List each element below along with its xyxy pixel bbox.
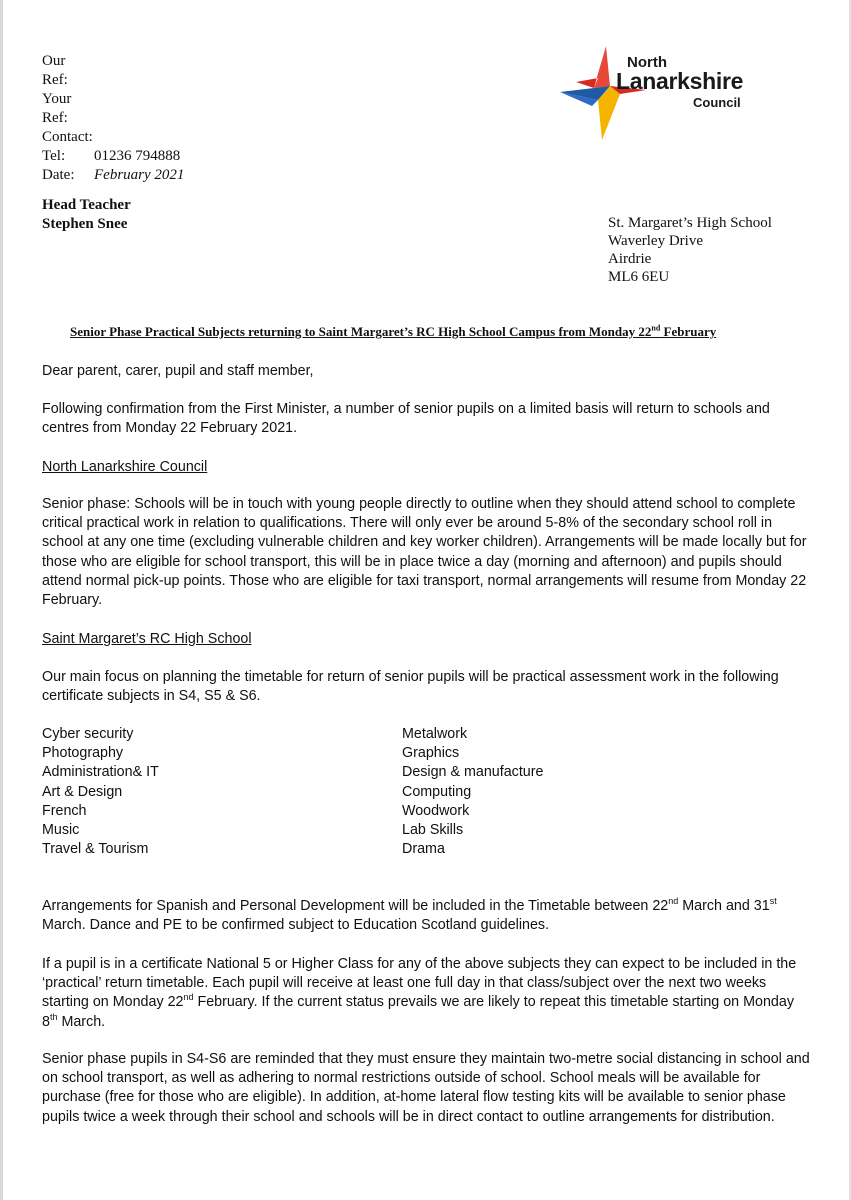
heading-school bbox=[42, 630, 812, 649]
address-line: Waverley Drive bbox=[608, 233, 703, 249]
letter-title-main: Senior Phase Practical Subjects returning to Saint Margaret’s RC High School Campus from Monday 22 bbox=[70, 324, 652, 339]
intro-paragraph: Following confirmation from the First Minister, a number of senior pupils on a limited basis will return to schools and centres from Monday 22 February 2021. bbox=[42, 401, 770, 437]
pupil-text-c: March. bbox=[57, 1013, 106, 1030]
heading-council-text: North Lanarkshire Council bbox=[42, 459, 208, 475]
logo-line-lanarkshire: Lanarkshire bbox=[616, 68, 744, 94]
focus-paragraph: Our main focus on planning the timetable for return of senior pupils will be practical assessment work in the following certificate subjects in S4, S5 & S6. bbox=[42, 669, 779, 705]
tel-row bbox=[42, 147, 184, 166]
pupil-text-a: If a pupil is in a certificate National 5 or Higher Class for any of the above subjects they can expect to be included in the ‘practical’ return timetable. Each pupil will receive at least one full day in that class/subject over the next two weeks starting on Monday 22 bbox=[42, 956, 797, 1011]
council-paragraph: Senior phase: Schools will be in touch with young people directly to outline when they should attend school to complete critical practical work in relation to qualifications. There will only ever be around 5-8% of the secondary school roll in school at any one time (excluding vulnerable children and key worker children). Arrangements will be made locally but for those who are eligible for school transport, this will be in place twice a day (morning and afternoon) and pupils should attend normal pick-up points. Those who are eligible for taxi transport, normal arrangements will resume from Monday 22 February. bbox=[42, 496, 807, 609]
subject-item: Metalwork bbox=[402, 726, 468, 742]
subject-item: Drama bbox=[402, 841, 445, 858]
subject-item: Computing bbox=[402, 783, 472, 800]
arr-text-b: March and 31 bbox=[678, 898, 770, 914]
subject-item: Travel & Tourism bbox=[42, 841, 149, 858]
tel-label: Tel: bbox=[42, 148, 66, 164]
subject-item: Art & Design bbox=[42, 783, 123, 800]
sender-name: Stephen Snee bbox=[42, 216, 128, 232]
sender-block bbox=[42, 196, 131, 234]
arr-sup-a: nd bbox=[668, 896, 679, 907]
subject-item: Woodwork bbox=[402, 802, 470, 819]
address-line: ML6 6EU bbox=[608, 269, 670, 285]
our-ref-label: Our Ref: bbox=[42, 53, 68, 88]
address-line: St. Margaret’s High School bbox=[608, 215, 772, 231]
date-value: February 2021 bbox=[94, 167, 185, 183]
subjects-list-left bbox=[42, 725, 159, 859]
subject-item: Graphics bbox=[402, 745, 460, 762]
tel-value: 01236 794888 bbox=[94, 148, 181, 164]
date-label: Date: bbox=[42, 167, 75, 183]
date-row bbox=[42, 166, 184, 185]
heading-school-text: Saint Margaret’s RC High School bbox=[42, 631, 252, 647]
our-ref-row bbox=[42, 52, 184, 90]
letter-title-end: February bbox=[660, 324, 717, 339]
subjects-list-right bbox=[402, 725, 543, 859]
letter-title bbox=[70, 324, 716, 340]
council-logo bbox=[558, 44, 758, 144]
arrangements-paragraph bbox=[42, 897, 812, 935]
your-ref-row bbox=[42, 90, 184, 128]
subject-item: Administration& IT bbox=[42, 764, 159, 781]
pupil-sup-b: th bbox=[49, 1011, 58, 1022]
arr-sup-b: st bbox=[769, 896, 777, 907]
school-address bbox=[608, 214, 772, 286]
subject-item: Lab Skills bbox=[402, 822, 464, 839]
pupil-text-b: February. If the current status prevails we are likely to repeat this timetable starting on Monday 8 bbox=[42, 994, 794, 1030]
subject-item: Design & manufacture bbox=[402, 764, 544, 781]
subject-item: Cyber security bbox=[42, 726, 134, 742]
pupil-sup-a: nd bbox=[183, 992, 194, 1003]
address-line: Airdrie bbox=[608, 251, 652, 267]
arr-text-a: Arrangements for Spanish and Personal Development will be included in the Timetable between 22 bbox=[42, 898, 669, 914]
subject-item: French bbox=[42, 802, 87, 819]
logo-line-council: Council bbox=[693, 95, 741, 110]
letter-title-sup: nd bbox=[651, 323, 661, 333]
arr-text-c: March. Dance and PE to be confirmed subject to Education Scotland guidelines. bbox=[42, 917, 550, 934]
greeting: Dear parent, carer, pupil and staff member, bbox=[42, 363, 314, 379]
page-edge-left bbox=[0, 0, 3, 1200]
contact-label: Contact: bbox=[42, 129, 93, 145]
contact-row bbox=[42, 128, 184, 147]
logo-line-north: North bbox=[627, 54, 667, 71]
heading-council bbox=[42, 458, 812, 477]
reference-block bbox=[42, 52, 184, 185]
your-ref-label: Your Ref: bbox=[42, 91, 72, 126]
distancing-paragraph: Senior phase pupils in S4-S6 are reminded that they must ensure they maintain two-metre social distancing in school and on school transport, as well as adhering to normal restrictions outside of school. School meals will be available for purchase (free for those who are eligible). In addition, at-home lateral flow testing kits will be available to senior phase pupils twice a week through their school and schools will be in direct contact to outline arrangements for distribution. bbox=[42, 1051, 810, 1125]
pupil-paragraph bbox=[42, 955, 812, 1032]
subject-item: Photography bbox=[42, 745, 124, 762]
subject-item: Music bbox=[42, 822, 80, 839]
sender-role: Head Teacher bbox=[42, 197, 131, 213]
